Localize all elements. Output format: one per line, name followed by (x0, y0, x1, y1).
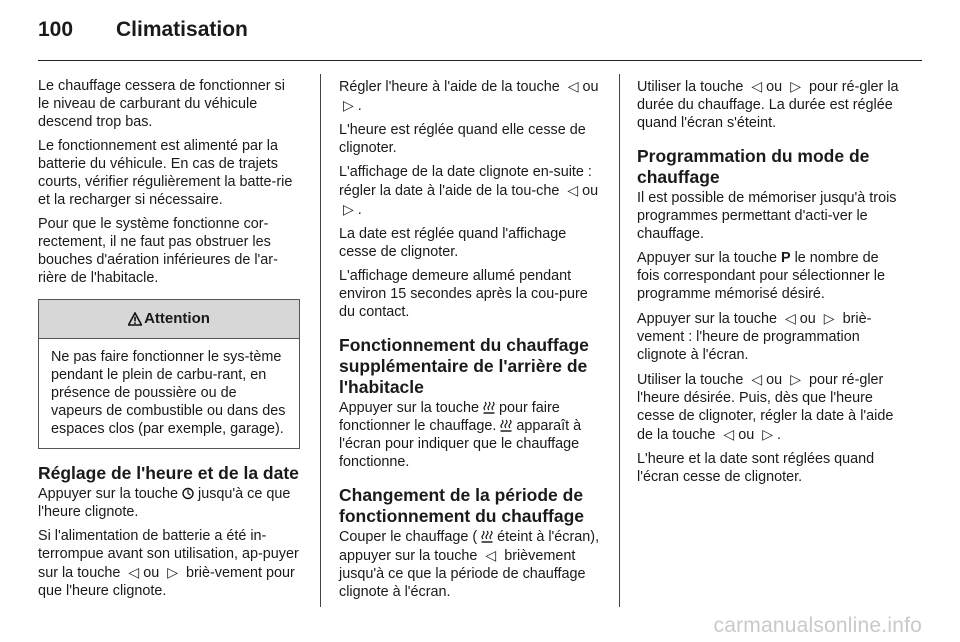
paragraph: Il est possible de mémoriser jusqu'à trois programmes permettant d'acti-ver le chauffage. (637, 190, 897, 242)
header-rule (38, 60, 922, 61)
watermark: carmanualsonline.info (713, 614, 922, 637)
paragraph: Si l'alimentation de batterie a été in-terrompue avant son utilisation, ap-puyer sur la touche ◁ ou ▷ briè-vement pour que l'heure clignote. (38, 528, 299, 599)
right-arrow-icon: ▷ (343, 97, 354, 113)
paragraph: Couper le chauffage ( éteint à l'écran), appuyer sur la touche ◁ brièvement jusqu'à ce que la période de chauffage clignote à l'écran. (339, 529, 600, 600)
page-title: Climatisation (116, 18, 248, 41)
left-arrow-icon: ◁ (128, 564, 140, 580)
column-2 (339, 77, 603, 607)
paragraph: Appuyer sur la touche pour faire fonctionner le chauffage. apparaît à l'écran pour indiquer que le chauffage fonctionne. (339, 400, 582, 470)
paragraph: L'heure est réglée quand elle cesse de clignoter. (339, 122, 586, 156)
page-header (38, 18, 248, 50)
right-arrow-icon: ▷ (790, 78, 801, 94)
left-arrow-icon: ◁ (751, 371, 763, 387)
right-arrow-icon: ▷ (823, 310, 835, 326)
p-key-symbol: P (781, 250, 791, 266)
paragraph: Le fonctionnement est alimenté par la batterie du véhicule. En cas de trajets courts, vérifier régulièrement la batte-rie et la recharger si nécessaire. (38, 138, 293, 208)
right-arrow-icon: ▷ (790, 371, 801, 387)
paragraph: La date est réglée quand l'affichage cesse de clignoter. (339, 226, 567, 260)
right-arrow-icon: ▷ (762, 426, 773, 442)
left-arrow-icon: ◁ (485, 547, 497, 563)
paragraph: Pour que le système fonctionne cor-rectement, il ne faut pas obstruer les bouches d'aération inférieures de l'ar-rière de l'habitacle. (38, 216, 278, 286)
heater-icon (481, 530, 493, 543)
section-heading: Fonctionnement du chauffage supplémentaire de l'arrière de l'habitacle (339, 335, 589, 397)
paragraph: L'heure et la date sont réglées quand l'écran cesse de clignoter. (637, 451, 875, 485)
paragraph: Appuyer sur la touche P le nombre de fois correspondant pour sélectionner le programme mémorisé désiré. (637, 250, 885, 302)
warning-title: Attention (144, 310, 210, 327)
column-divider (619, 74, 620, 607)
paragraph: Régler l'heure à l'aide de la touche ◁ ou ▷ . (339, 78, 599, 114)
column-divider (320, 74, 321, 607)
section-heading: Programmation du mode de chauffage (637, 146, 870, 187)
paragraph: Utiliser la touche ◁ ou ▷ pour ré-gler l'heure désirée. Puis, dès que l'heure cesse de clignoter, régler la date à l'aide de la touche ◁ ou ▷ . (637, 371, 894, 443)
heater-icon (500, 419, 512, 432)
right-arrow-icon: ▷ (167, 564, 178, 580)
warning-box (38, 299, 300, 449)
left-arrow-icon: ◁ (723, 426, 735, 442)
left-arrow-icon: ◁ (751, 78, 763, 94)
paragraph: Appuyer sur la touche ◁ ou ▷ briè-vement : l'heure de programmation clignote à l'écran. (637, 310, 872, 363)
section-heading: Changement de la période de fonctionnement du chauffage (339, 485, 584, 526)
page-number: 100 (38, 18, 74, 41)
heater-icon (483, 401, 495, 414)
column-1 (38, 77, 300, 606)
paragraph: Le chauffage cessera de fonctionner si le niveau de carburant du véhicule descend trop bas. (38, 78, 285, 130)
left-arrow-icon: ◁ (567, 182, 579, 198)
column-3 (637, 77, 904, 492)
warning-header (39, 300, 299, 339)
warning-triangle-icon (128, 312, 142, 326)
paragraph: L'affichage demeure allumé pendant environ 15 secondes après la cou-pure du contact. (339, 268, 588, 320)
clock-icon (182, 487, 194, 500)
right-arrow-icon: ▷ (343, 201, 354, 217)
left-arrow-icon: ◁ (567, 78, 579, 94)
warning-text: Ne pas faire fonctionner le sys-tème pendant le plein de carbu-rant, en présence de poussière ou de vapeurs de combustible ou dans des espaces clos (par exemple, garage). (51, 349, 286, 437)
paragraph: Utiliser la touche ◁ ou ▷ pour ré-gler la durée du chauffage. La durée est réglée quand l'écran s'éteint. (637, 78, 899, 131)
left-arrow-icon: ◁ (785, 310, 796, 326)
paragraph: L'affichage de la date clignote en-suite : régler la date à l'aide de la tou-che ◁ ou ▷ . (339, 164, 599, 218)
paragraph: Appuyer sur la touche jusqu'à ce que l'heure clignote. (38, 486, 291, 520)
section-heading: Réglage de l'heure et de la date (38, 463, 299, 483)
